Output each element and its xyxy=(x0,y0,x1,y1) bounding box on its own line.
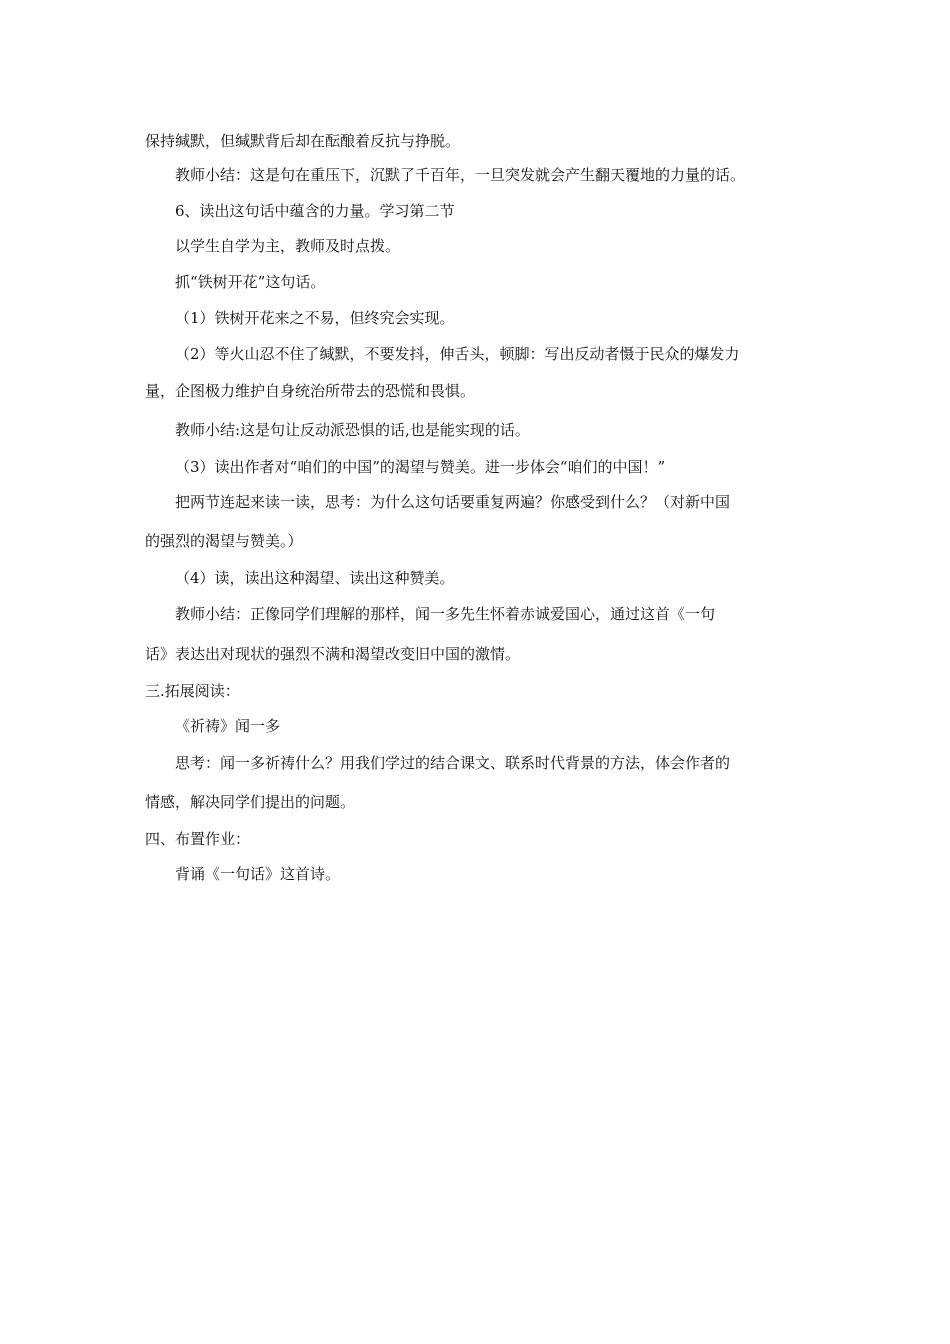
section-heading: 三.拓展阅读： xyxy=(145,682,240,700)
numbered-item-line: （4）读，读出这种渴望、读出这种赞美。 xyxy=(175,569,455,587)
paragraph-line: 抓“铁树开花”这句话。 xyxy=(175,273,326,291)
paragraph-line: 6、读出这句话中蕴含的力量。学习第二节 xyxy=(175,202,455,220)
section-heading: 四、布置作业： xyxy=(145,830,251,848)
paragraph-line: 的强烈的渴望与赞美。） xyxy=(145,532,303,550)
homework-line: 背诵《一句话》这首诗。 xyxy=(175,865,341,883)
numbered-item-line: （3）读出作者对“咱们的中国”的渴望与赞美。进一步体会“咱们的中国！” xyxy=(175,458,666,476)
numbered-item-line: （2）等火山忍不住了缄默，不要发抖，伸舌头，顿脚：写出反动者慑于民众的爆发力 xyxy=(175,345,740,363)
teacher-summary-line: 教师小结：这是句在重压下，沉默了千百年，一旦突发就会产生翻天覆地的力量的话。 xyxy=(175,166,746,184)
paragraph-line: 以学生自学为主，教师及时点拨。 xyxy=(175,237,401,255)
teacher-summary-line: 教师小结:这是句让反动派恐惧的话,也是能实现的话。 xyxy=(175,421,530,439)
numbered-item-line: （1）铁树开花来之不易，但终究会实现。 xyxy=(175,309,455,327)
reading-title-line: 《祈祷》闻一多 xyxy=(175,717,281,735)
paragraph-line: 思考：闻一多祈祷什么？用我们学过的结合课文、联系时代背景的方法，体会作者的 xyxy=(175,754,731,772)
paragraph-line: 保持缄默，但缄默背后却在酝酿着反抗与挣脱。 xyxy=(145,132,461,150)
paragraph-line: 情感，解决同学们提出的问题。 xyxy=(145,793,356,811)
paragraph-line: 话》表达出对现状的强烈不满和渴望改变旧中国的激情。 xyxy=(145,645,521,663)
teacher-summary-line: 教师小结：正像同学们理解的那样，闻一多先生怀着赤诚爱国心，通过这首《一句 xyxy=(175,605,716,623)
paragraph-line: 把两节连起来读一读，思考：为什么这句话要重复两遍？你感受到什么？（对新中国 xyxy=(175,493,731,511)
paragraph-line: 量，企图极力维护自身统治所带去的恐慌和畏惧。 xyxy=(145,382,476,400)
